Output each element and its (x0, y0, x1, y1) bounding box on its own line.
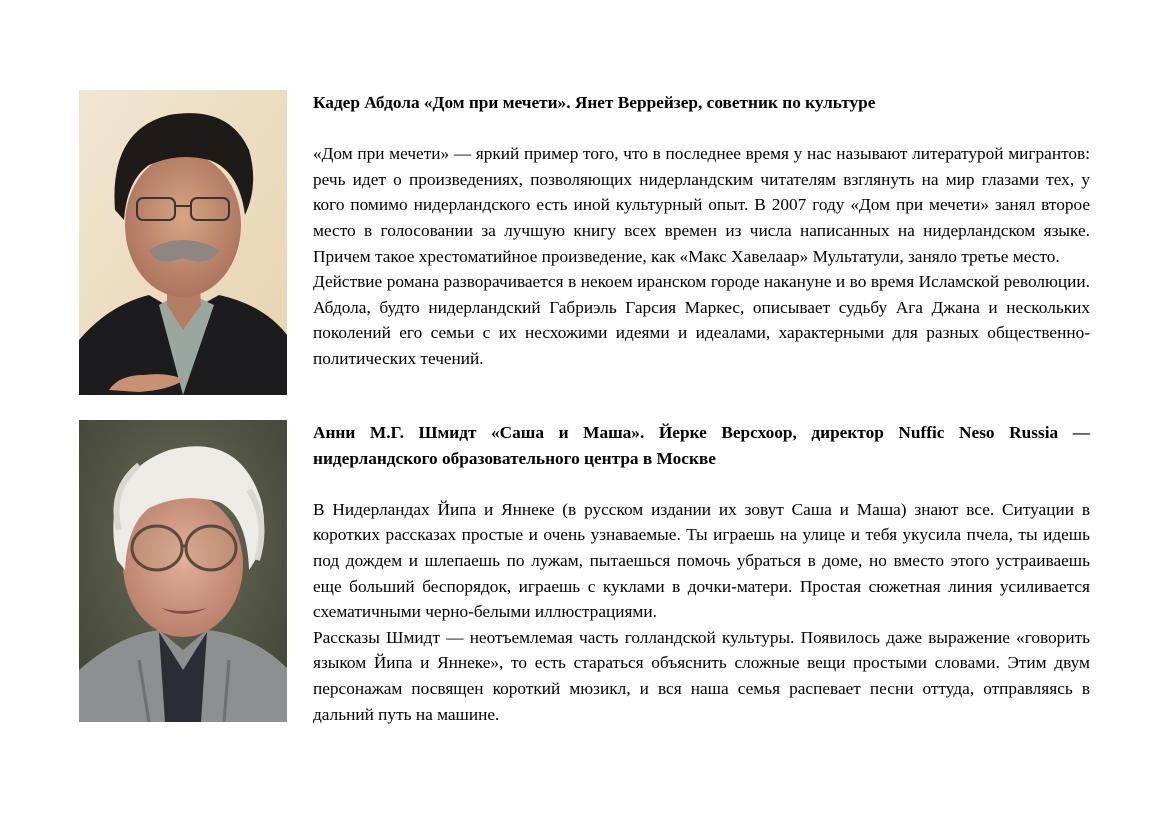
review-paragraph: Действие романа разворачивается в некоем иранском городе накануне и во время Исламской революции. Абдола, будто нидерландский Габриэль Гарсия Маркес, описывает судьбу Ага Джана и нескольких поколений его семьи с их несхожими идеями и идеалами, характерными для разных общественно-политических течений. (313, 272, 1090, 368)
review-text (313, 420, 1090, 727)
review-heading: Кадер Абдола «Дом при мечети». Янет Веррейзер, советник по культуре (313, 93, 876, 112)
review-paragraph: «Дом при мечети» — яркий пример того, что в последнее время у нас называют литературой мигрантов: речь идет о произведениях, позволяющих нидерландским читателям взглянуть на мир глазами тех, у кого помимо нидерландского есть иной культурный опыт. В 2007 году «Дом при мечети» занял второе место в голосовании за лучшую книгу всех времен из числа написанных на нидерландском языке. Причем такое хрестоматийное произведение, как «Макс Хавелаар» Мультатули, заняло третье место. (313, 144, 1090, 266)
review-paragraph: В Нидерландах Йипа и Яннеке (в русском издании их зовут Саша и Маша) знают все. Ситуации в коротких рассказах простые и очень узнаваемые. Ты играешь на улице и тебя укусила пчела, ты идешь под дождем и шлепаешь по лужам, пытаешься помочь убраться в доме, но вместо этого устраиваешь еще больший беспорядок, играешь с куклами в дочки-матери. Простая сюжетная линия усиливается схематичными черно-белыми иллюстрациями. (313, 499, 1090, 622)
review-paragraph: Рассказы Шмидт — неотъемлемая часть голландской культуры. Появилось даже выражение «говорить языком Йипа и Яннеке», то есть стараться объяснить сложные вещи простыми словами. Этим двум персонажам посвящен короткий мюзикл, и вся наша семья распевает песни оттуда, отправляясь в дальний путь на машине. (313, 627, 1090, 724)
review-heading: Анни М.Г. Шмидт «Саша и Маша». Йерке Версхоор, директор Nuffic Neso Russia — нидерландского образовательного центра в Москве (313, 423, 1090, 468)
author-photo-schmidt (79, 420, 287, 722)
review-text (313, 90, 1090, 372)
author-photo-abdolah (79, 90, 287, 395)
